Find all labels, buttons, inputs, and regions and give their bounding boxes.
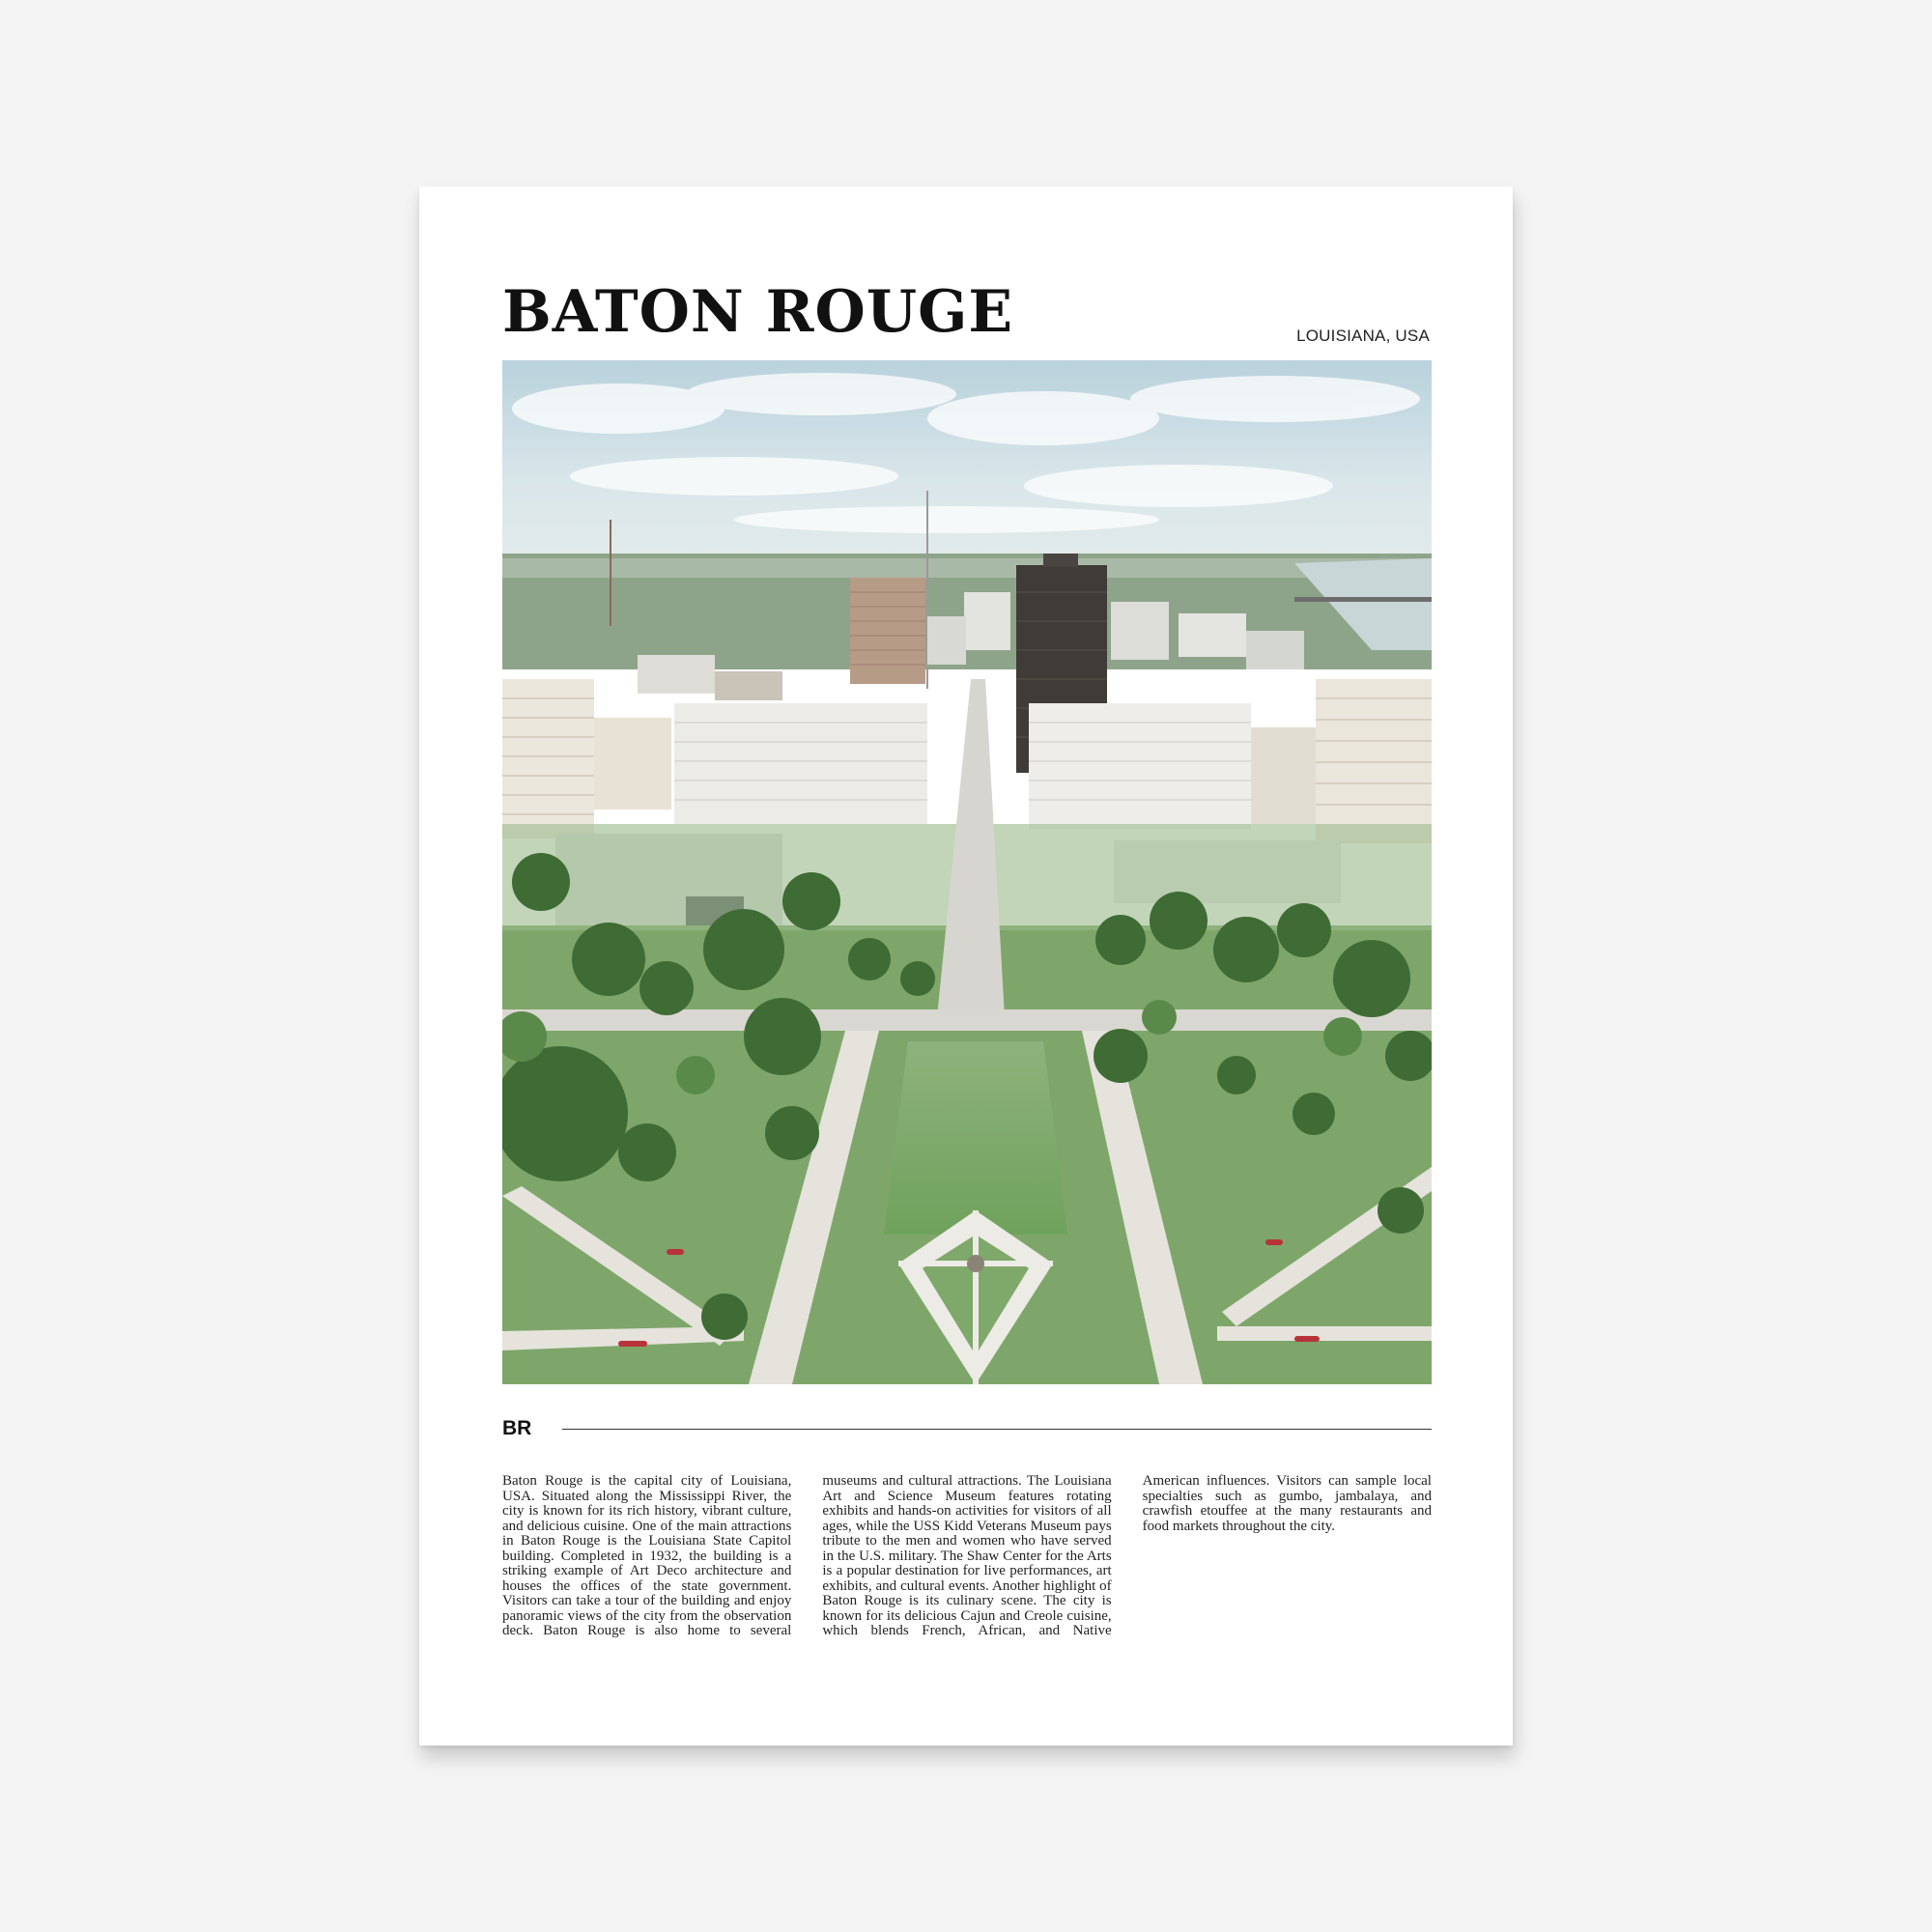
main-lawn	[884, 1041, 1067, 1235]
poster	[419, 186, 1513, 1746]
bridge	[1294, 597, 1432, 602]
divider-rule	[562, 1429, 1432, 1430]
poster-title: BATON ROUGE	[502, 278, 1014, 346]
cross-street	[502, 1009, 1432, 1031]
city-aerial-photo	[502, 360, 1432, 1384]
poster-subtitle: LOUISIANA, USA	[1296, 327, 1430, 345]
city-code: BR	[502, 1417, 532, 1439]
city-description: Baton Rouge is the capital city of Louisiana, USA. Situated along the Mississippi River, the city is known for its rich history, vibrant culture, and delicious cuisine. One of the main attractions in Baton Rouge is the Louisiana State Capitol building. Completed in 1932, the building is a striking example of Art Deco architecture and houses the offices of the state government. Visitors can take a tour of the building and enjoy panoramic views of the city from the observation deck. Baton Rouge is also home to several museums and cultural attractions. The Louisiana Art and Science Museum features rotating exhibits and hands-on activities for visitors of all ages, while the USS Kidd Veterans Museum pays tribute to the men and women who have served in the U.S. military. The Shaw Center for the Arts is a popular destination for live performances, art exhibits, and cultural events. Another highlight of Baton Rouge is its culinary scene. The city is known for its delicious Cajun and Creole cuisine, which blends French, African, and Native American influences. Visitors can sample local specialties such as gumbo, jambalaya, and crawfish etouffee at the many restaurants and food markets throughout the city.	[502, 1473, 1432, 1638]
